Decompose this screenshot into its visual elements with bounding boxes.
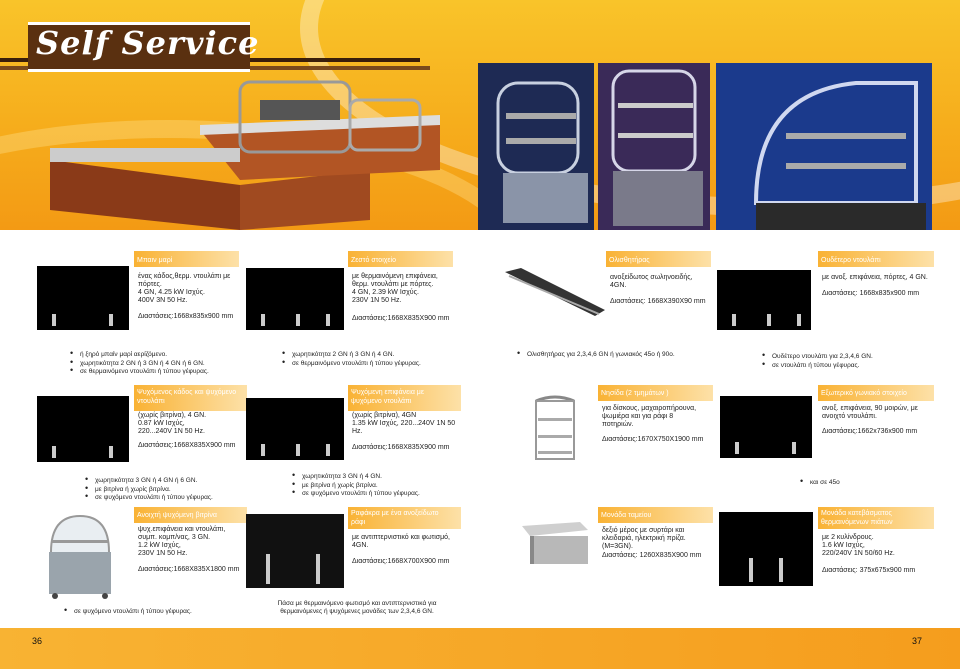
product-thumb <box>37 266 129 330</box>
bullet-list: • χωρητικότητα 3 GN ή 4 GN ή 6 GN. • με βιτρίνα ή χωρίς βιτρίνα. • σε ψυχόμενο ντουλάπι ή τύπου γέφυρας. <box>85 476 213 502</box>
product-thumb <box>246 268 344 330</box>
dimensions-text: Διαστάσεις:1668X835X900 mm <box>352 315 450 322</box>
dimensions-text: Διαστάσεις:1670X750X1900 mm <box>602 436 704 443</box>
section-title: Μονάδα ταμείου <box>601 512 652 519</box>
bullet-list: • ή ξηρό μπαίν μαρί αερίζόμενο. • χωρητικότητα 2 GN ή 3 GN ή 4 GN ή 6 GN. • σε θερμαινόμενο ντουλάπι ή τύπου γέφυρας. <box>70 350 209 376</box>
bullet-list: • και σε 45ο <box>800 478 840 487</box>
page-number-left: 36 <box>32 636 43 646</box>
display-case-photo-3 <box>716 63 932 230</box>
section-title: Ψυχόμενη επιφάνεια με ψυχόμενο ντουλάπι <box>351 389 424 405</box>
open-showcase-photo <box>45 512 115 600</box>
section-title: Ουδέτερο ντουλάπι <box>821 257 881 264</box>
buffet-counter-photo <box>40 70 450 230</box>
spec-text: με 2 κυλίνδρους. 1.6 kW Ισχύς, 220/240V 1N 50/60 Hz. <box>822 534 895 557</box>
dimensions-text: Διαστάσεις: 1668x835x900 mm <box>822 290 920 297</box>
spec-text: ένας κάδος,θερμ. ντουλάπι με πόρτες. 4 GN, 4.25 kW Ισχύς. 400V 3N 50 Hz. <box>138 273 231 304</box>
spec-text: με αντιπτερνιστικό και φωτισμό, 4GN. <box>352 534 450 549</box>
page-title: Self Service <box>36 24 260 62</box>
dimensions-text: Διαστάσεις:1668X700X900 mm <box>352 558 450 565</box>
product-thumb <box>246 514 344 588</box>
bullet-list: • Ολισθητήρας για 2,3,4,6 GN ή γωνιακός 45ο ή 90ο. <box>517 350 675 359</box>
section-title: Ζεστό στοιχείο <box>351 257 396 264</box>
dimensions-text: Διαστάσεις:1668X835X900 mm <box>352 444 450 451</box>
bullet-list: • Ουδέτερο ντουλάπι για 2,3,4,6 GN. • σε ντουλάπι ή τύπου γέφυρας. <box>762 352 873 369</box>
spec-text: για δίσκους, μαχαιροπήρουνα, ψωμιέρα και για ράφι 8 ποτηριών. <box>602 405 697 428</box>
spec-text: δεξιό μέρος με συρτάρι και κλειδαριά, ηλεκτρική πρίζα. (Μ=3GN). <box>602 527 686 550</box>
display-case-photo-2 <box>598 63 710 230</box>
product-thumb <box>719 512 813 586</box>
spec-text: (χωρίς βιτρίνα), 4 GN. 0.87 kW Ισχύς, 220...240V 1N 50 Hz. <box>138 412 207 435</box>
footer-bar <box>0 628 960 669</box>
pass-note: Πάσα με θερμαινόμενο φωτισμό και αντιπτερνιστικά για θερμαινόμενες ή ψυχόμενες μονάδες των 2,3,4,6 GN. <box>277 600 437 615</box>
section-title: Νησίδα (2 τμημάτων ) <box>601 390 669 397</box>
section-title: Ολισθητήρας <box>609 257 650 264</box>
dimensions-text: Διαστάσεις:1668X835X900 mm <box>138 442 236 449</box>
section-title: Ραφάκρα με ένα ανοξείδωτο ράφι <box>351 510 439 526</box>
product-thumb <box>717 270 811 330</box>
page-number-right: 37 <box>912 636 923 646</box>
spec-text: με θερμαινόμενη επιφάνεια, θερμ. ντουλάπι με πόρτες. 4 GN, 2.39 kW Ισχύς. 230V 1N 50 Hz. <box>352 273 438 304</box>
section-title: Μονάδα κατεβάσματος θερμαινόμενων πιάτων <box>821 510 893 526</box>
tray-slide-photo <box>505 268 605 318</box>
spec-text: με ανοξ. επιφάνεια, πόρτες, 4 GN. <box>822 274 928 281</box>
product-thumb <box>720 396 812 458</box>
dimensions-text: Διαστάσεις:1668X835X1800 mm <box>138 566 240 573</box>
section-title: Ανοιχτή ψυχόμενη βιτρίνα <box>137 512 217 519</box>
bullet-list: • χωρητικότητα 2 GN ή 3 GN ή 4 GN. • σε θερμαινόμενο ντουλάπι ή τύπου γέφυρας. <box>282 350 421 367</box>
spec-text: ανοξείδωτος σωληνοειδής, 4GN. <box>610 274 693 289</box>
dimensions-text: Διαστάσεις:1668x835x900 mm <box>138 313 234 320</box>
section-title: Μπαιν μαρί <box>137 257 173 264</box>
dimensions-text: Διαστάσεις:1662x736x900 mm <box>822 428 918 435</box>
dimensions-text: Διαστάσεις: 375x675x900 mm <box>822 567 916 574</box>
section-title: Ψυχόμενος κάδος και ψυχόμενο ντουλάπι <box>137 389 237 405</box>
section-title: Εξωτερικό γωνιακό στοιχείο <box>821 390 907 397</box>
bullet-list: • σε ψυχόμενο ντουλάπι ή τύπου γέφυρας. <box>64 607 192 616</box>
spec-text: ψυχ.επιφάνεια και ντουλάπι, συμπ. κομπ/νας, 3 GN. 1.2 kW Ισχύς, 230V 1N 50 Hz. <box>138 526 226 557</box>
spec-text: ανοξ. επιφάνεια, 90 μοιρών, με ανοιχτό ντουλάπι. <box>822 405 918 420</box>
island-photo <box>528 393 582 465</box>
cashier-photo <box>520 518 590 568</box>
product-thumb <box>37 396 129 462</box>
product-thumb <box>246 398 344 460</box>
spec-text: (χωρίς βιτρίνα), 4GN 1.35 kW Ισχύς, 220...240V 1N 50 Hz. <box>352 412 456 435</box>
display-case-photo-1 <box>478 63 594 230</box>
bullet-list: • χωρητικότητα 3 GN ή 4 GN. • με βιτρίνα ή χωρίς βιτρίνα. • σε ψυχόμενο ντουλάπι ή τύπου γέφυρας. <box>292 472 420 498</box>
dimensions-text: Διαστάσεις: 1260X835X900 mm <box>602 552 702 559</box>
dimensions-text: Διαστάσεις: 1668X390X90 mm <box>610 298 706 305</box>
